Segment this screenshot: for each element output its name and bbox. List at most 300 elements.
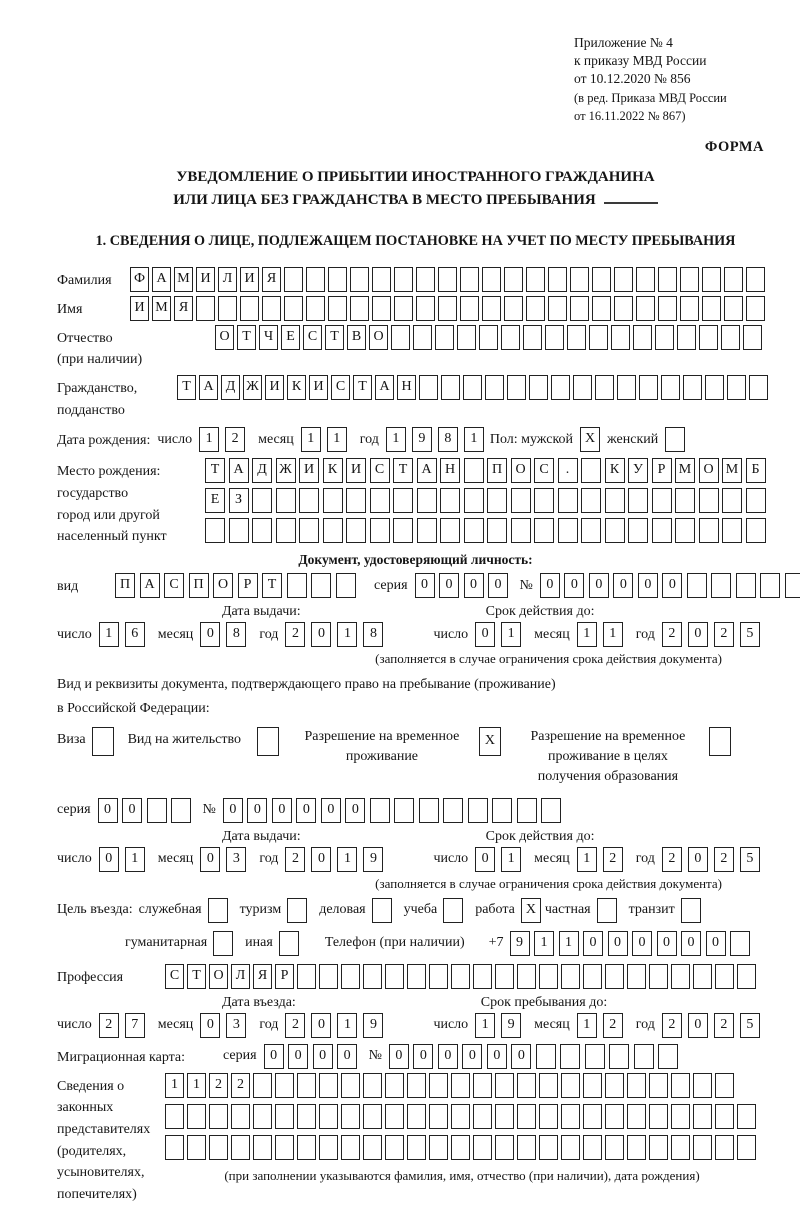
form-cell[interactable]: 0 (487, 1044, 507, 1069)
form-cell[interactable]: Я (253, 964, 272, 989)
form-cell[interactable]: 5 (740, 1013, 760, 1038)
form-cell[interactable]: 0 (122, 798, 142, 823)
form-cell[interactable]: 0 (389, 1044, 409, 1069)
form-cell[interactable]: 0 (688, 1013, 708, 1038)
form-cell[interactable]: 1 (577, 1013, 597, 1038)
form-cell[interactable] (495, 964, 514, 989)
form-cell[interactable] (541, 798, 561, 823)
form-cell[interactable] (730, 931, 750, 956)
form-cell[interactable] (627, 1135, 646, 1160)
form-cell[interactable] (407, 1073, 426, 1098)
form-cell[interactable] (253, 1073, 272, 1098)
form-cell[interactable] (438, 267, 457, 292)
form-cell[interactable] (252, 488, 272, 513)
form-cell[interactable]: С (165, 964, 184, 989)
form-cell[interactable] (464, 458, 484, 483)
form-cell[interactable] (573, 375, 592, 400)
form-cell[interactable]: Ж (276, 458, 296, 483)
opt-private-checkbox[interactable] (597, 898, 617, 923)
form-cell[interactable] (435, 325, 454, 350)
form-cell[interactable] (534, 518, 554, 543)
form-cell[interactable] (636, 267, 655, 292)
form-cell[interactable] (611, 325, 630, 350)
form-cell[interactable] (407, 964, 426, 989)
form-cell[interactable] (605, 518, 625, 543)
form-cell[interactable] (460, 267, 479, 292)
form-cell[interactable] (785, 573, 800, 598)
form-cell[interactable] (649, 1135, 668, 1160)
form-cell[interactable]: А (140, 573, 160, 598)
form-cell[interactable]: 6 (125, 622, 145, 647)
form-cell[interactable] (171, 798, 191, 823)
form-cell[interactable] (460, 296, 479, 321)
form-cell[interactable]: Е (281, 325, 300, 350)
form-cell[interactable] (736, 573, 756, 598)
form-cell[interactable] (677, 325, 696, 350)
form-cell[interactable]: 1 (501, 847, 521, 872)
form-cell[interactable] (680, 296, 699, 321)
form-cell[interactable]: 2 (285, 622, 305, 647)
form-cell[interactable] (702, 267, 721, 292)
form-cell[interactable]: 0 (475, 622, 495, 647)
form-cell[interactable] (504, 296, 523, 321)
form-cell[interactable] (702, 296, 721, 321)
form-cell[interactable] (495, 1073, 514, 1098)
form-cell[interactable] (722, 518, 742, 543)
form-cell[interactable]: С (370, 458, 390, 483)
form-cell[interactable] (231, 1135, 250, 1160)
form-cell[interactable]: 0 (311, 1013, 331, 1038)
opt-study-checkbox[interactable] (443, 898, 463, 923)
form-cell[interactable] (297, 1135, 316, 1160)
form-cell[interactable]: Л (218, 267, 237, 292)
form-cell[interactable]: Ж (243, 375, 262, 400)
form-cell[interactable] (468, 798, 488, 823)
form-cell[interactable] (457, 325, 476, 350)
form-cell[interactable] (539, 964, 558, 989)
form-cell[interactable] (693, 1135, 712, 1160)
form-cell[interactable]: 0 (608, 931, 628, 956)
form-cell[interactable]: 1 (125, 847, 145, 872)
form-cell[interactable] (605, 1073, 624, 1098)
form-cell[interactable] (209, 1104, 228, 1129)
form-cell[interactable]: 2 (662, 847, 682, 872)
form-cell[interactable] (581, 458, 601, 483)
form-cell[interactable]: И (346, 458, 366, 483)
form-cell[interactable]: 3 (226, 847, 246, 872)
opt-official-checkbox[interactable] (208, 898, 228, 923)
form-cell[interactable]: М (722, 458, 742, 483)
form-cell[interactable]: И (265, 375, 284, 400)
form-cell[interactable] (297, 964, 316, 989)
form-cell[interactable] (671, 1135, 690, 1160)
form-cell[interactable] (636, 296, 655, 321)
form-cell[interactable]: 2 (662, 1013, 682, 1038)
form-cell[interactable] (276, 518, 296, 543)
form-cell[interactable]: Р (238, 573, 258, 598)
form-cell[interactable] (429, 1135, 448, 1160)
form-cell[interactable] (487, 488, 507, 513)
form-cell[interactable]: 0 (200, 622, 220, 647)
form-cell[interactable] (539, 1073, 558, 1098)
form-cell[interactable] (323, 488, 343, 513)
form-cell[interactable] (165, 1135, 184, 1160)
form-cell[interactable] (548, 267, 567, 292)
form-cell[interactable] (393, 518, 413, 543)
form-cell[interactable]: З (229, 488, 249, 513)
form-cell[interactable]: 0 (464, 573, 484, 598)
form-cell[interactable] (413, 325, 432, 350)
form-cell[interactable] (385, 1104, 404, 1129)
opt-work-checkbox[interactable]: X (521, 898, 541, 923)
form-cell[interactable] (451, 1135, 470, 1160)
form-cell[interactable]: У (628, 458, 648, 483)
form-cell[interactable]: Ф (130, 267, 149, 292)
form-cell[interactable] (253, 1104, 272, 1129)
form-cell[interactable] (589, 325, 608, 350)
form-cell[interactable]: 0 (706, 931, 726, 956)
form-cell[interactable]: 2 (603, 1013, 623, 1038)
form-cell[interactable]: 1 (559, 931, 579, 956)
form-cell[interactable] (385, 1135, 404, 1160)
form-cell[interactable] (539, 1135, 558, 1160)
form-cell[interactable] (548, 296, 567, 321)
form-cell[interactable] (492, 798, 512, 823)
form-cell[interactable] (605, 1135, 624, 1160)
form-cell[interactable]: 2 (714, 1013, 734, 1038)
form-cell[interactable] (760, 573, 780, 598)
form-cell[interactable]: О (213, 573, 233, 598)
form-cell[interactable] (558, 488, 578, 513)
form-cell[interactable] (699, 518, 719, 543)
form-cell[interactable] (429, 1104, 448, 1129)
form-cell[interactable]: О (369, 325, 388, 350)
form-cell[interactable]: 0 (313, 1044, 333, 1069)
form-cell[interactable] (649, 964, 668, 989)
form-cell[interactable]: П (189, 573, 209, 598)
form-cell[interactable] (473, 1135, 492, 1160)
form-cell[interactable]: 0 (657, 931, 677, 956)
form-cell[interactable] (511, 488, 531, 513)
form-cell[interactable] (583, 1135, 602, 1160)
form-cell[interactable]: 7 (125, 1013, 145, 1038)
form-cell[interactable]: 0 (638, 573, 658, 598)
opt-business-checkbox[interactable] (372, 898, 392, 923)
form-cell[interactable]: Т (187, 964, 206, 989)
form-cell[interactable] (628, 488, 648, 513)
form-cell[interactable] (687, 573, 707, 598)
form-cell[interactable] (311, 573, 331, 598)
form-cell[interactable] (705, 375, 724, 400)
form-cell[interactable] (605, 1104, 624, 1129)
form-cell[interactable] (187, 1135, 206, 1160)
form-cell[interactable] (370, 518, 390, 543)
form-cell[interactable] (567, 325, 586, 350)
form-cell[interactable] (419, 375, 438, 400)
form-cell[interactable]: 0 (200, 1013, 220, 1038)
form-cell[interactable] (715, 1135, 734, 1160)
form-cell[interactable]: И (299, 458, 319, 483)
form-cell[interactable] (328, 267, 347, 292)
form-cell[interactable] (746, 296, 765, 321)
form-cell[interactable] (440, 488, 460, 513)
form-cell[interactable]: 8 (438, 427, 458, 452)
form-cell[interactable]: 2 (285, 847, 305, 872)
form-cell[interactable]: 1 (165, 1073, 184, 1098)
form-cell[interactable] (297, 1104, 316, 1129)
form-cell[interactable] (443, 798, 463, 823)
form-cell[interactable] (370, 488, 390, 513)
form-cell[interactable]: Я (174, 296, 193, 321)
form-cell[interactable] (473, 1104, 492, 1129)
form-cell[interactable]: 0 (439, 573, 459, 598)
form-cell[interactable] (328, 296, 347, 321)
form-cell[interactable] (385, 964, 404, 989)
form-cell[interactable]: М (174, 267, 193, 292)
form-cell[interactable] (429, 964, 448, 989)
form-cell[interactable]: 2 (662, 622, 682, 647)
form-cell[interactable] (517, 1104, 536, 1129)
form-cell[interactable] (297, 1073, 316, 1098)
form-cell[interactable]: 2 (714, 847, 734, 872)
form-cell[interactable]: 0 (488, 573, 508, 598)
form-cell[interactable] (558, 518, 578, 543)
form-cell[interactable]: 0 (264, 1044, 284, 1069)
form-cell[interactable]: 0 (688, 847, 708, 872)
form-cell[interactable] (724, 296, 743, 321)
form-cell[interactable] (440, 518, 460, 543)
form-cell[interactable]: Н (397, 375, 416, 400)
form-cell[interactable] (451, 1104, 470, 1129)
form-cell[interactable] (699, 488, 719, 513)
form-cell[interactable] (628, 518, 648, 543)
form-cell[interactable] (319, 1135, 338, 1160)
form-cell[interactable] (473, 964, 492, 989)
form-cell[interactable] (394, 798, 414, 823)
form-cell[interactable]: Н (440, 458, 460, 483)
form-cell[interactable] (482, 267, 501, 292)
form-cell[interactable] (187, 1104, 206, 1129)
form-cell[interactable]: 0 (564, 573, 584, 598)
form-cell[interactable]: К (605, 458, 625, 483)
form-cell[interactable]: Б (746, 458, 766, 483)
form-cell[interactable]: 0 (681, 931, 701, 956)
form-cell[interactable] (652, 488, 672, 513)
form-cell[interactable]: 1 (327, 427, 347, 452)
form-cell[interactable] (633, 325, 652, 350)
form-cell[interactable] (323, 518, 343, 543)
form-cell[interactable] (595, 375, 614, 400)
form-cell[interactable]: 2 (209, 1073, 228, 1098)
form-cell[interactable] (370, 798, 390, 823)
residence-permit-checkbox[interactable] (257, 727, 279, 756)
form-cell[interactable]: 0 (540, 573, 560, 598)
form-cell[interactable] (715, 1104, 734, 1129)
form-cell[interactable]: 1 (301, 427, 321, 452)
form-cell[interactable]: 0 (200, 847, 220, 872)
form-cell[interactable] (526, 267, 545, 292)
form-cell[interactable]: 1 (337, 1013, 357, 1038)
form-cell[interactable] (749, 375, 768, 400)
form-cell[interactable] (617, 375, 636, 400)
form-cell[interactable]: 2 (603, 847, 623, 872)
form-cell[interactable]: Т (262, 573, 282, 598)
form-cell[interactable] (299, 518, 319, 543)
form-cell[interactable]: 1 (337, 847, 357, 872)
form-cell[interactable] (605, 964, 624, 989)
form-cell[interactable]: 0 (462, 1044, 482, 1069)
form-cell[interactable]: И (196, 267, 215, 292)
sex-female-checkbox[interactable] (665, 427, 685, 452)
form-cell[interactable] (336, 573, 356, 598)
form-cell[interactable]: 2 (99, 1013, 119, 1038)
form-cell[interactable] (479, 325, 498, 350)
form-cell[interactable] (627, 1073, 646, 1098)
form-cell[interactable]: 5 (740, 847, 760, 872)
form-cell[interactable] (693, 1104, 712, 1129)
form-cell[interactable] (715, 1073, 734, 1098)
form-cell[interactable] (391, 325, 410, 350)
form-cell[interactable] (229, 518, 249, 543)
form-cell[interactable] (583, 1073, 602, 1098)
form-cell[interactable]: 0 (415, 573, 435, 598)
form-cell[interactable]: 0 (662, 573, 682, 598)
form-cell[interactable] (592, 296, 611, 321)
form-cell[interactable] (407, 1104, 426, 1129)
form-cell[interactable] (526, 296, 545, 321)
form-cell[interactable]: Е (205, 488, 225, 513)
form-cell[interactable] (737, 964, 756, 989)
form-cell[interactable] (275, 1104, 294, 1129)
form-cell[interactable]: С (331, 375, 350, 400)
form-cell[interactable]: О (511, 458, 531, 483)
form-cell[interactable] (341, 1073, 360, 1098)
form-cell[interactable]: С (303, 325, 322, 350)
form-cell[interactable] (372, 267, 391, 292)
form-cell[interactable] (570, 296, 589, 321)
form-cell[interactable]: 1 (386, 427, 406, 452)
form-cell[interactable] (341, 964, 360, 989)
form-cell[interactable]: 0 (272, 798, 292, 823)
form-cell[interactable]: 0 (99, 847, 119, 872)
form-cell[interactable] (319, 1073, 338, 1098)
form-cell[interactable] (609, 1044, 629, 1069)
form-cell[interactable]: Я (262, 267, 281, 292)
form-cell[interactable]: Т (205, 458, 225, 483)
form-cell[interactable] (551, 375, 570, 400)
form-cell[interactable]: И (130, 296, 149, 321)
form-cell[interactable] (581, 518, 601, 543)
form-cell[interactable]: Р (652, 458, 672, 483)
form-cell[interactable]: Т (177, 375, 196, 400)
form-cell[interactable] (627, 1104, 646, 1129)
form-cell[interactable] (561, 1135, 580, 1160)
form-cell[interactable] (275, 1073, 294, 1098)
form-cell[interactable] (693, 1073, 712, 1098)
form-cell[interactable] (652, 518, 672, 543)
form-cell[interactable] (534, 488, 554, 513)
form-cell[interactable] (253, 1135, 272, 1160)
form-cell[interactable]: 3 (226, 1013, 246, 1038)
form-cell[interactable] (419, 798, 439, 823)
form-cell[interactable] (464, 518, 484, 543)
form-cell[interactable] (693, 964, 712, 989)
form-cell[interactable] (218, 296, 237, 321)
form-cell[interactable] (394, 267, 413, 292)
form-cell[interactable]: 1 (99, 622, 119, 647)
form-cell[interactable]: 1 (577, 622, 597, 647)
form-cell[interactable] (473, 1073, 492, 1098)
form-cell[interactable]: А (152, 267, 171, 292)
form-cell[interactable]: 0 (337, 1044, 357, 1069)
form-cell[interactable] (737, 1135, 756, 1160)
form-cell[interactable] (407, 1135, 426, 1160)
opt-tourism-checkbox[interactable] (287, 898, 307, 923)
form-cell[interactable]: 0 (413, 1044, 433, 1069)
form-cell[interactable] (319, 964, 338, 989)
form-cell[interactable] (605, 488, 625, 513)
form-cell[interactable]: 0 (311, 847, 331, 872)
form-cell[interactable] (722, 488, 742, 513)
form-cell[interactable]: 0 (583, 931, 603, 956)
form-cell[interactable] (284, 267, 303, 292)
form-cell[interactable]: Л (231, 964, 250, 989)
form-cell[interactable] (721, 325, 740, 350)
form-cell[interactable]: 5 (740, 622, 760, 647)
form-cell[interactable]: К (323, 458, 343, 483)
form-cell[interactable]: 0 (438, 1044, 458, 1069)
form-cell[interactable] (671, 1104, 690, 1129)
form-cell[interactable]: 2 (225, 427, 245, 452)
form-cell[interactable]: 2 (714, 622, 734, 647)
form-cell[interactable] (655, 325, 674, 350)
form-cell[interactable]: П (115, 573, 135, 598)
form-cell[interactable] (394, 296, 413, 321)
form-cell[interactable]: 0 (321, 798, 341, 823)
form-cell[interactable]: 9 (363, 847, 383, 872)
form-cell[interactable] (658, 1044, 678, 1069)
form-cell[interactable] (485, 375, 504, 400)
form-cell[interactable]: М (675, 458, 695, 483)
form-cell[interactable] (727, 375, 746, 400)
form-cell[interactable]: С (164, 573, 184, 598)
form-cell[interactable] (583, 1104, 602, 1129)
form-cell[interactable]: Д (221, 375, 240, 400)
form-cell[interactable] (385, 1073, 404, 1098)
form-cell[interactable] (658, 296, 677, 321)
form-cell[interactable]: О (209, 964, 228, 989)
form-cell[interactable]: 1 (475, 1013, 495, 1038)
form-cell[interactable] (495, 1135, 514, 1160)
form-cell[interactable] (482, 296, 501, 321)
form-cell[interactable] (284, 296, 303, 321)
form-cell[interactable] (536, 1044, 556, 1069)
form-cell[interactable] (147, 798, 167, 823)
form-cell[interactable]: Ч (259, 325, 278, 350)
form-cell[interactable]: 0 (589, 573, 609, 598)
form-cell[interactable]: 8 (226, 622, 246, 647)
form-cell[interactable]: О (699, 458, 719, 483)
form-cell[interactable] (517, 964, 536, 989)
form-cell[interactable] (581, 488, 601, 513)
form-cell[interactable]: А (375, 375, 394, 400)
form-cell[interactable] (658, 267, 677, 292)
form-cell[interactable] (649, 1104, 668, 1129)
form-cell[interactable]: 2 (285, 1013, 305, 1038)
form-cell[interactable] (165, 1104, 184, 1129)
visa-checkbox[interactable] (92, 727, 114, 756)
form-cell[interactable] (451, 964, 470, 989)
